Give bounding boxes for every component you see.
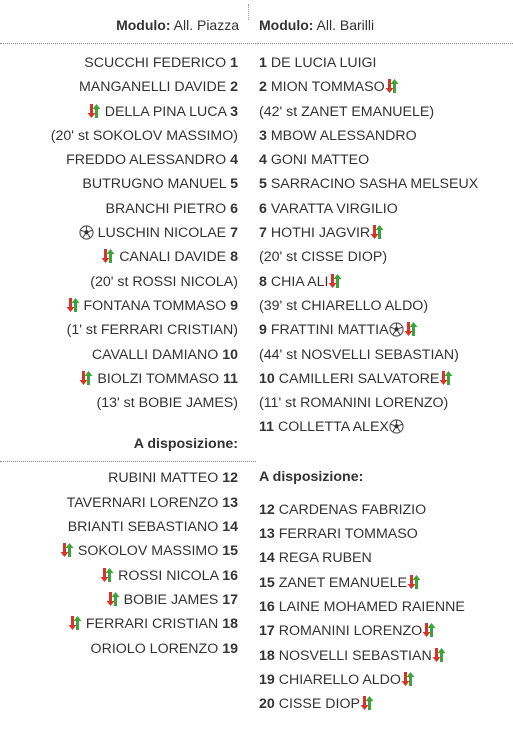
player-row: [257, 692, 513, 716]
sub-icon: [370, 224, 384, 240]
player-row: [0, 221, 256, 245]
player-row: [257, 571, 513, 595]
player-row: [0, 515, 256, 539]
home-modulo-label: Modulo:: [116, 17, 171, 33]
substitute-note: [257, 391, 513, 415]
substitution-note-text: (11' st ROMANINI LORENZO): [259, 395, 449, 412]
player-row: [0, 637, 256, 661]
substitution-note-text: (20' st SOKOLOV MASSIMO): [50, 127, 238, 144]
substitution-note-text: (44' st NOSVELLI SEBASTIAN): [259, 346, 459, 363]
player-number: 8: [230, 249, 238, 266]
player-name: CAMILLERI SALVATORE: [278, 370, 440, 387]
player-number: 16: [259, 598, 275, 615]
player-row: [0, 245, 256, 269]
player-name: CAVALLI DAMIANO: [91, 346, 219, 363]
player-row: [257, 318, 513, 342]
away-modulo-label: Modulo:: [259, 17, 314, 33]
player-name: BUTRUGNO MANUEL: [82, 176, 227, 193]
player-number: 13: [259, 526, 275, 543]
player-row: [0, 564, 256, 588]
sub-icon: [432, 647, 446, 663]
ball-icon: [389, 419, 404, 434]
sub-icon: [106, 591, 120, 607]
player-row: [0, 466, 256, 490]
sub-icon: [100, 567, 114, 583]
away-bench-title: A disposizione:: [259, 468, 364, 485]
player-number: 10: [222, 346, 238, 363]
player-number: 3: [259, 127, 267, 144]
player-name: COLLETTA ALEX: [277, 419, 389, 436]
player-name: CANALI DAVIDE: [119, 249, 227, 266]
player-number: 6: [230, 200, 238, 217]
player-row: [0, 539, 256, 563]
player-name: LUSCHIN NICOLAE: [97, 225, 227, 242]
player-row: [257, 668, 513, 692]
substitute-note: [0, 124, 256, 148]
player-row: [257, 221, 513, 245]
player-number: 9: [230, 297, 238, 314]
player-number: 14: [222, 519, 238, 536]
home-modulo-value: All. Piazza: [173, 17, 239, 33]
sub-icon: [66, 297, 80, 313]
away-modulo-header: [257, 0, 513, 44]
player-number: 5: [259, 176, 267, 193]
player-number: 2: [259, 79, 267, 96]
player-name: BRANCHI PIETRO: [105, 200, 227, 217]
player-number: 19: [259, 671, 275, 688]
player-row: [257, 619, 513, 643]
player-row: [257, 197, 513, 221]
player-row: [257, 172, 513, 196]
player-row: [0, 491, 256, 515]
player-number: 19: [222, 640, 238, 657]
player-row: [0, 75, 256, 99]
player-name: FRATTINI MATTIA: [270, 322, 389, 339]
player-row: [257, 51, 513, 75]
substitute-note: [257, 343, 513, 367]
player-number: 1: [230, 55, 238, 71]
sub-icon: [79, 370, 93, 386]
player-name: VARATTA VIRGILIO: [270, 200, 398, 217]
sub-icon: [60, 542, 74, 558]
player-name: ZANET EMANUELE: [278, 574, 407, 591]
player-name: FREDDO ALESSANDRO: [66, 152, 227, 169]
sub-icon: [401, 671, 415, 687]
player-number: 7: [230, 225, 238, 242]
away-modulo-value: All. Barilli: [316, 17, 375, 33]
player-name: FONTANA TOMMASO: [83, 297, 227, 314]
ball-icon: [389, 322, 404, 337]
player-name: NOSVELLI SEBASTIAN: [278, 647, 432, 664]
player-row: [0, 294, 256, 318]
substitute-note: [0, 391, 256, 415]
sub-icon: [439, 370, 453, 386]
home-lineup-list: [0, 44, 256, 415]
substitute-note: [257, 294, 513, 318]
sub-icon: [422, 622, 436, 638]
player-name: SARRACINO SASHA MELSEUX: [270, 176, 479, 193]
away-lineup-list: [257, 44, 513, 440]
player-name: CISSE DIOP: [278, 696, 360, 713]
home-modulo-header: [0, 0, 256, 44]
player-name: SOKOLOV MASSIMO: [77, 543, 219, 560]
sub-icon: [407, 574, 421, 590]
player-number: 15: [222, 543, 238, 560]
sub-icon: [328, 273, 342, 289]
player-row: [0, 588, 256, 612]
player-name: DE LUCIA LUIGI: [270, 55, 377, 71]
substitute-note: [257, 100, 513, 124]
player-row: [0, 343, 256, 367]
away-bench-list: [257, 490, 513, 717]
player-row: [257, 644, 513, 668]
player-number: 18: [259, 647, 275, 664]
player-number: 7: [259, 225, 267, 242]
player-name: ORIOLO LORENZO: [90, 640, 219, 657]
player-name: MANGANELLI DAVIDE: [78, 79, 227, 96]
player-number: 12: [259, 501, 275, 518]
sub-icon: [68, 615, 82, 631]
player-row: [0, 367, 256, 391]
player-number: 4: [230, 152, 238, 169]
player-name: ROMANINI LORENZO: [278, 623, 423, 640]
player-row: [257, 498, 513, 522]
player-number: 13: [222, 494, 238, 511]
player-name: RUBINI MATTEO: [108, 470, 219, 487]
sub-icon: [385, 78, 399, 94]
player-name: SCUCCHI FEDERICO: [84, 55, 227, 71]
substitution-note-text: (20' st ROSSI NICOLA): [90, 273, 238, 290]
player-name: ROSSI NICOLA: [118, 567, 219, 584]
player-row: [257, 595, 513, 619]
player-number: 5: [230, 176, 238, 193]
player-number: 11: [223, 370, 238, 387]
player-number: 3: [230, 103, 238, 120]
player-row: [0, 100, 256, 124]
player-name: CHIA ALI: [270, 273, 329, 290]
player-number: 17: [259, 623, 275, 640]
player-name: MBOW ALESSANDRO: [270, 127, 417, 144]
player-number: 4: [259, 152, 267, 169]
away-team-column: [257, 0, 513, 716]
player-number: 20: [259, 696, 275, 713]
home-bench-title: A disposizione:: [0, 431, 256, 462]
substitution-note-text: (39' st CHIARELLO ALDO): [259, 297, 429, 314]
substitute-note: [0, 318, 256, 342]
player-row: [0, 612, 256, 636]
player-name: CHIARELLO ALDO: [278, 671, 401, 688]
player-row: [0, 51, 256, 75]
player-row: [257, 367, 513, 391]
player-name: BIOLZI TOMMASO: [97, 370, 220, 387]
player-number: 15: [259, 574, 275, 591]
substitute-note: [0, 270, 256, 294]
player-name: TAVERNARI LORENZO: [66, 494, 219, 511]
sub-icon: [404, 321, 418, 337]
player-name: BOBIE JAMES: [123, 591, 219, 608]
player-row: [257, 522, 513, 546]
player-name: DELLA PINA LUCA: [104, 103, 227, 120]
player-number: 11: [259, 419, 274, 436]
player-name: MION TOMMASO: [270, 79, 385, 96]
player-name: CARDENAS FABRIZIO: [278, 501, 427, 518]
home-team-column: [0, 0, 256, 661]
sub-icon: [101, 248, 115, 264]
player-number: 6: [259, 200, 267, 217]
player-row: [257, 546, 513, 570]
player-name: FERRARI CRISTIAN: [85, 616, 219, 633]
player-row: [257, 270, 513, 294]
substitution-note-text: (13' st BOBIE JAMES): [96, 395, 238, 412]
player-name: GONI MATTEO: [270, 152, 370, 169]
player-row: [0, 172, 256, 196]
player-number: 14: [259, 550, 275, 567]
player-name: BRIANTI SEBASTIANO: [67, 519, 219, 536]
player-row: [257, 75, 513, 99]
player-row: [257, 148, 513, 172]
substitution-note-text: (42' st ZANET EMANUELE): [259, 103, 435, 120]
ball-icon: [79, 225, 94, 240]
player-number: 16: [222, 567, 238, 584]
player-number: 17: [222, 591, 238, 608]
sub-icon: [360, 695, 374, 711]
player-number: 1: [259, 55, 267, 71]
player-row: [257, 415, 513, 439]
player-number: 12: [222, 470, 238, 487]
substitute-note: [257, 245, 513, 269]
substitution-note-text: (20' st CISSE DIOP): [259, 249, 388, 266]
player-name: REGA RUBEN: [278, 550, 372, 567]
player-number: 10: [259, 370, 275, 387]
player-row: [0, 197, 256, 221]
player-name: HOTHI JAGVIR: [270, 225, 371, 242]
player-number: 2: [230, 79, 238, 96]
player-row: [257, 124, 513, 148]
home-bench-list: [0, 462, 256, 660]
sub-icon: [87, 103, 101, 119]
player-number: 18: [222, 616, 238, 633]
player-number: 8: [259, 273, 267, 290]
substitution-note-text: (1' st FERRARI CRISTIAN): [66, 322, 238, 339]
player-name: FERRARI TOMMASO: [278, 526, 418, 543]
player-number: 9: [259, 322, 267, 339]
player-row: [0, 148, 256, 172]
player-name: LAINE MOHAMED RAIENNE: [278, 598, 465, 615]
